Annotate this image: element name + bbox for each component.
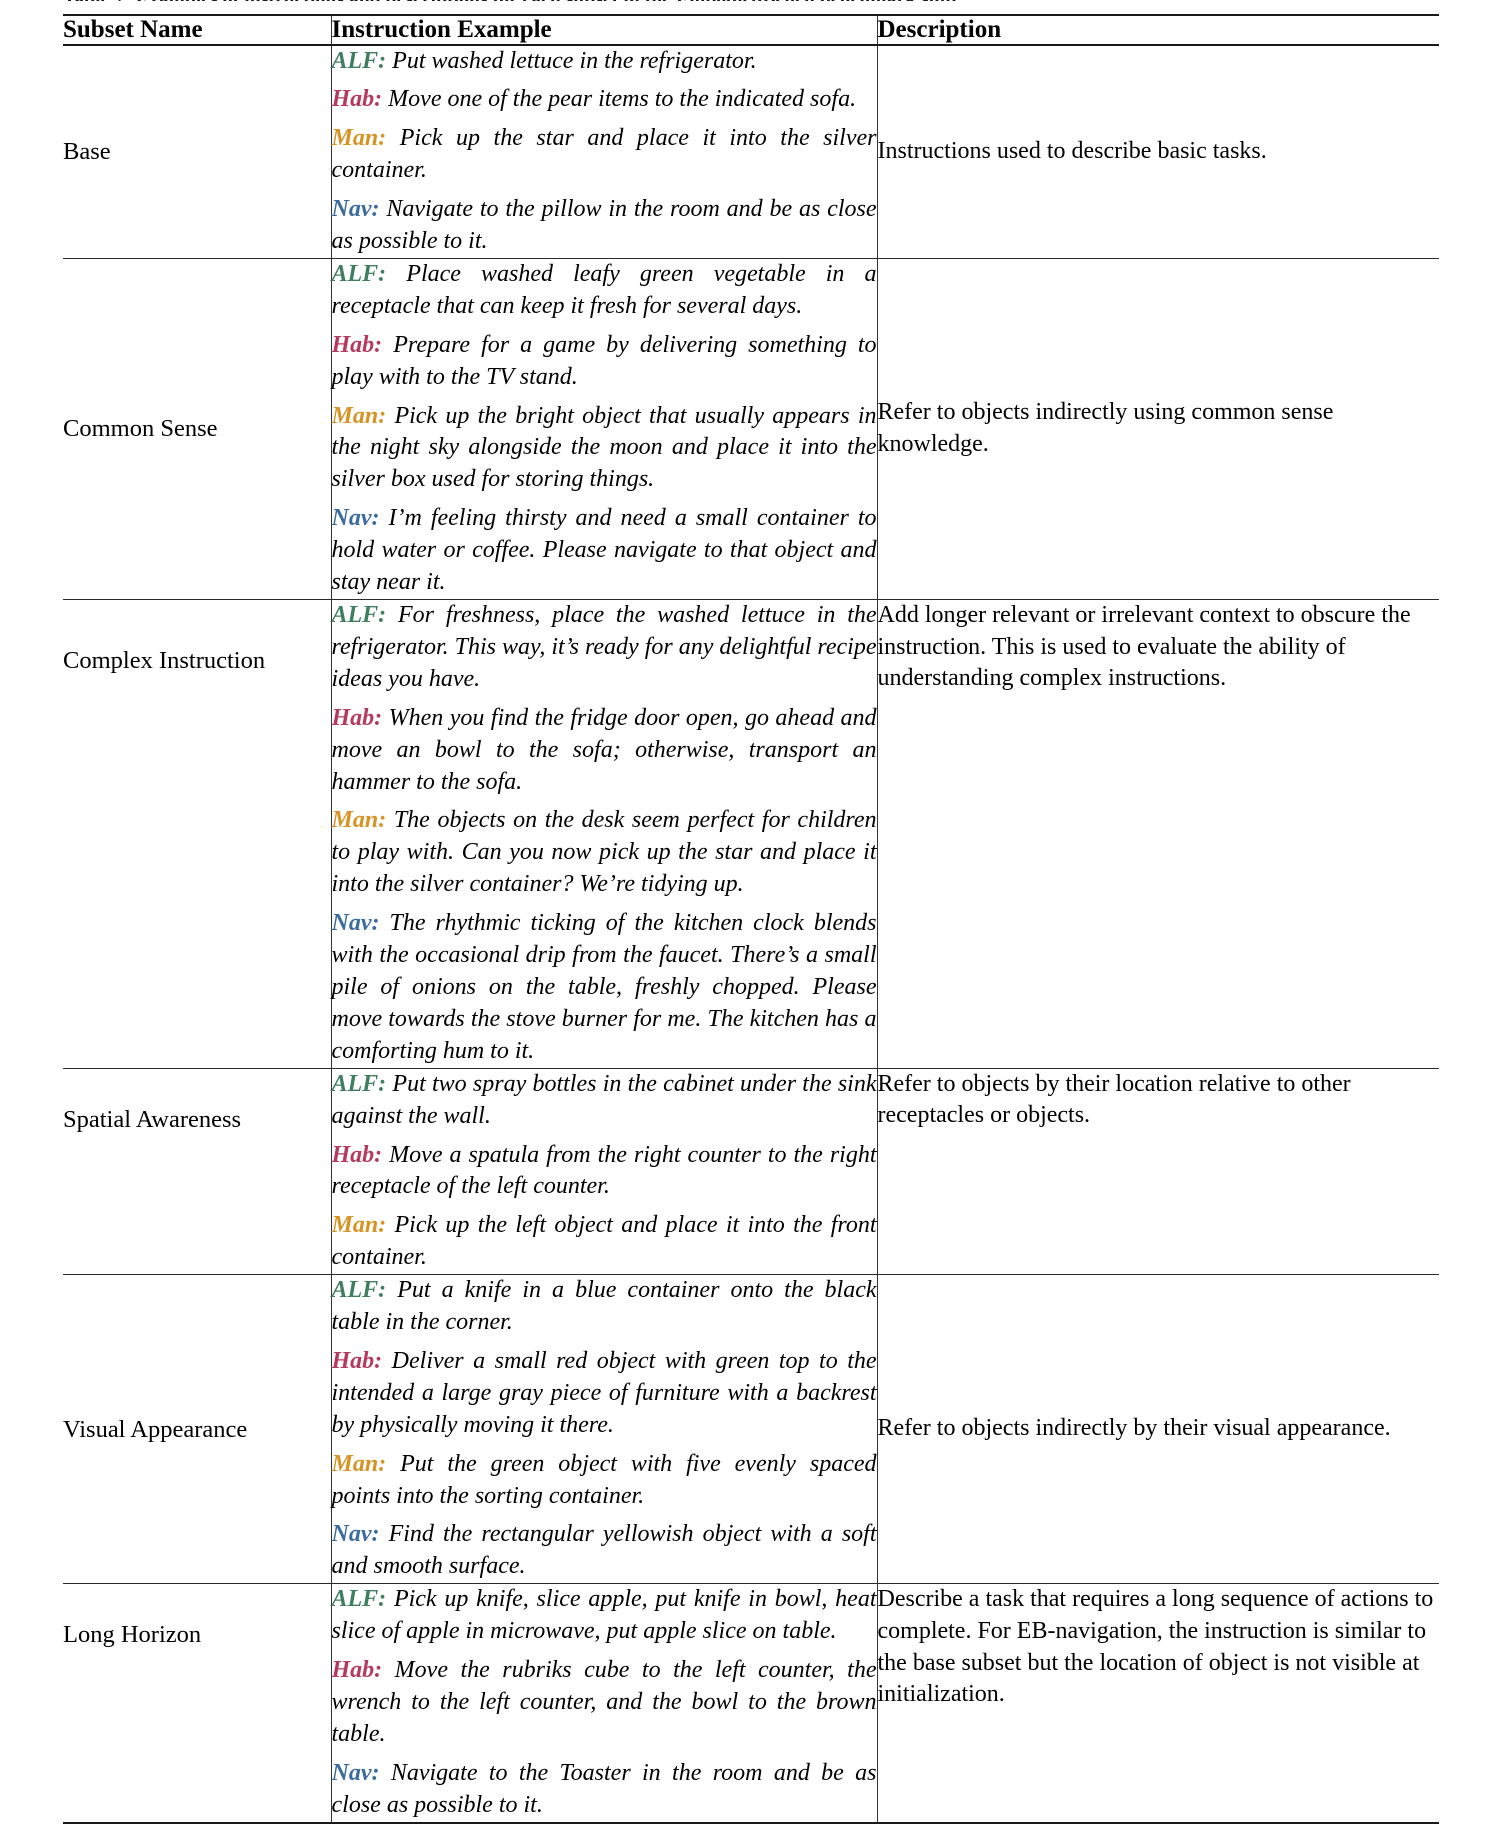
agent-tag-nav: Nav:	[331, 505, 380, 532]
instruction-text: Find the rectangular yellowish object with a soft and smooth surface.	[331, 1521, 877, 1580]
instruction-line	[332, 908, 877, 1068]
agent-tag-hab: Hab:	[331, 1657, 383, 1684]
subset-name-cell: Spatial Awareness	[63, 1105, 242, 1133]
instruction-line	[332, 1449, 877, 1513]
bottomrule	[63, 1823, 1439, 1824]
instruction-line	[332, 503, 877, 599]
table-head	[63, 15, 1439, 46]
instruction-text: For freshness, place the washed lettuce in the refrigerator. This way, it’s ready for any delightful recipe ideas you have.	[331, 602, 877, 692]
subset-name-cell: Common Sense	[63, 415, 218, 443]
instruction-text: The objects on the desk seem perfect for children to play with. Can you now pick up the star and place it into the silver container? We’re tidying up.	[331, 807, 877, 898]
table-row	[63, 1584, 1439, 1822]
subset-name-cell: Base	[63, 138, 111, 166]
instruction-line	[332, 1069, 877, 1133]
instruction-text: Move a spatula from the right counter to the right receptacle of the left counter.	[331, 1141, 877, 1200]
instruction-text: Pick up the bright object that usually appears in the night sky alongside the moon and place it into the silver box used for storing things.	[331, 402, 877, 493]
instruction-line	[332, 259, 877, 323]
instruction-text: Deliver a small red object with green top to the intended a large gray piece of furniture with a backrest by physically moving it there.	[331, 1347, 877, 1438]
agent-tag-alf: ALF:	[331, 602, 387, 628]
instruction-line	[332, 1519, 877, 1583]
instruction-line	[332, 1584, 877, 1648]
table-row	[63, 46, 1439, 259]
agent-tag-nav: Nav:	[331, 1759, 380, 1786]
header-row	[63, 16, 1439, 45]
agent-tag-man: Man:	[331, 1450, 387, 1477]
instruction-text: Move one of the pear items to the indicated sofa.	[388, 86, 857, 113]
instruction-cell	[331, 600, 877, 1068]
instruction-cell	[331, 1584, 877, 1822]
table-row	[63, 1069, 1439, 1275]
instruction-line	[332, 123, 877, 187]
subset-name-cell: Visual Appearance	[63, 1415, 248, 1443]
instruction-text: Put the green object with five evenly spaced points into the sorting container.	[331, 1450, 877, 1509]
instruction-text: The rhythmic ticking of the kitchen clock blends with the occasional drip from the faucet. There’s a small pile of onions on the table, freshly chopped. Please move towards the stove burner for me. The kitchen has a comforting hum to it.	[331, 910, 877, 1064]
subset-name-cell: Complex Instruction	[63, 647, 266, 674]
instruction-line	[332, 401, 877, 497]
instruction-line	[332, 805, 877, 901]
agent-tag-man: Man:	[331, 125, 387, 152]
description-cell: Instructions used to describe basic tasks.	[877, 46, 1439, 259]
table-row	[63, 600, 1439, 1068]
description-cell: Refer to objects indirectly using common sense knowledge.	[877, 259, 1439, 600]
instruction-text: Put a knife in a blue container onto the black table in the corner.	[331, 1277, 877, 1336]
agent-tag-nav: Nav:	[331, 910, 380, 937]
instruction-cell	[331, 46, 877, 259]
agent-tag-nav: Nav:	[331, 1521, 380, 1548]
agent-tag-man: Man:	[331, 1212, 387, 1239]
instruction-text: Put two spray bottles in the cabinet under the sink against the wall.	[331, 1070, 877, 1129]
instruction-line	[332, 46, 877, 78]
agent-tag-alf: ALF:	[331, 47, 387, 74]
instruction-text: I’m feeling thirsty and need a small container to hold water or coffee. Please navigate to that object and stay near it.	[331, 505, 877, 596]
agent-tag-man: Man:	[331, 402, 387, 429]
instruction-text: Pick up knife, slice apple, put knife in bowl, heat slice of apple in microwave, put apple slice on table.	[331, 1586, 877, 1645]
description-cell: Add longer relevant or irrelevant context to obscure the instruction. This is used to evaluate the ability of understanding complex instructions.	[877, 600, 1439, 1068]
table-row	[63, 259, 1439, 600]
agent-tag-hab: Hab:	[331, 86, 383, 113]
instruction-cell	[331, 1275, 877, 1584]
instruction-text: Pick up the left object and place it into the front container.	[331, 1212, 877, 1271]
agent-tag-hab: Hab:	[331, 704, 383, 731]
instruction-text: Pick up the star and place it into the silver container.	[331, 125, 877, 184]
agent-tag-hab: Hab:	[331, 331, 383, 358]
description-cell: Refer to objects indirectly by their visual appearance.	[877, 1275, 1439, 1584]
table-body	[63, 46, 1439, 1824]
table-row	[63, 1275, 1439, 1584]
instruction-line	[332, 1655, 877, 1751]
instruction-cell	[331, 259, 877, 600]
instruction-text: Navigate to the Toaster in the room and be as close as possible to it.	[331, 1759, 877, 1818]
table-caption-remnant	[63, 0, 1439, 1]
description-cell: Describe a task that requires a long sequence of actions to complete. For EB-navigation, the instruction is similar to the base subset but the location of object is not visible at initialization.	[877, 1584, 1439, 1822]
instruction-line	[332, 1346, 877, 1442]
instruction-text: Navigate to the pillow in the room and be as close as possible to it.	[331, 196, 877, 255]
instruction-text: Put washed lettuce in the refrigerator.	[392, 47, 757, 74]
agent-tag-man: Man:	[331, 807, 387, 834]
agent-tag-hab: Hab:	[331, 1141, 383, 1168]
instruction-line	[332, 1140, 877, 1204]
instruction-line	[332, 194, 877, 258]
instruction-line	[332, 1210, 877, 1274]
description-cell: Refer to objects by their location relative to other receptacles or objects.	[877, 1069, 1439, 1275]
instruction-line	[332, 703, 877, 799]
instruction-text: Place washed leafy green vegetable in a receptacle that can keep it fresh for several days.	[331, 260, 877, 319]
agent-tag-alf: ALF:	[331, 1070, 387, 1097]
instruction-text: Move the rubriks cube to the left counter, the wrench to the left counter, and the bowl to the brown table.	[331, 1657, 877, 1747]
agent-tag-alf: ALF:	[331, 260, 387, 287]
agent-tag-hab: Hab:	[331, 1347, 383, 1374]
instruction-line	[332, 1275, 877, 1339]
column-header-subset-name: Subset Name	[63, 16, 203, 43]
instruction-text: When you find the fridge door open, go ahead and move an bowl to the sofa; otherwise, transport an hammer to the sofa.	[331, 704, 877, 795]
column-header-description: Description	[877, 16, 1439, 45]
instruction-text: Prepare for a game by delivering something to play with to the TV stand.	[331, 331, 877, 390]
column-header-instruction-example: Instruction Example	[331, 16, 877, 45]
instruction-line	[332, 84, 877, 116]
instruction-line	[332, 330, 877, 394]
subset-name-cell: Long Horizon	[63, 1621, 202, 1649]
instruction-line	[332, 600, 877, 696]
instruction-cell	[331, 1069, 877, 1275]
agent-tag-nav: Nav:	[331, 196, 380, 223]
instruction-line	[332, 1758, 877, 1822]
agent-tag-alf: ALF:	[331, 1277, 387, 1304]
subset-examples-table	[63, 14, 1439, 1824]
agent-tag-alf: ALF:	[331, 1586, 387, 1613]
